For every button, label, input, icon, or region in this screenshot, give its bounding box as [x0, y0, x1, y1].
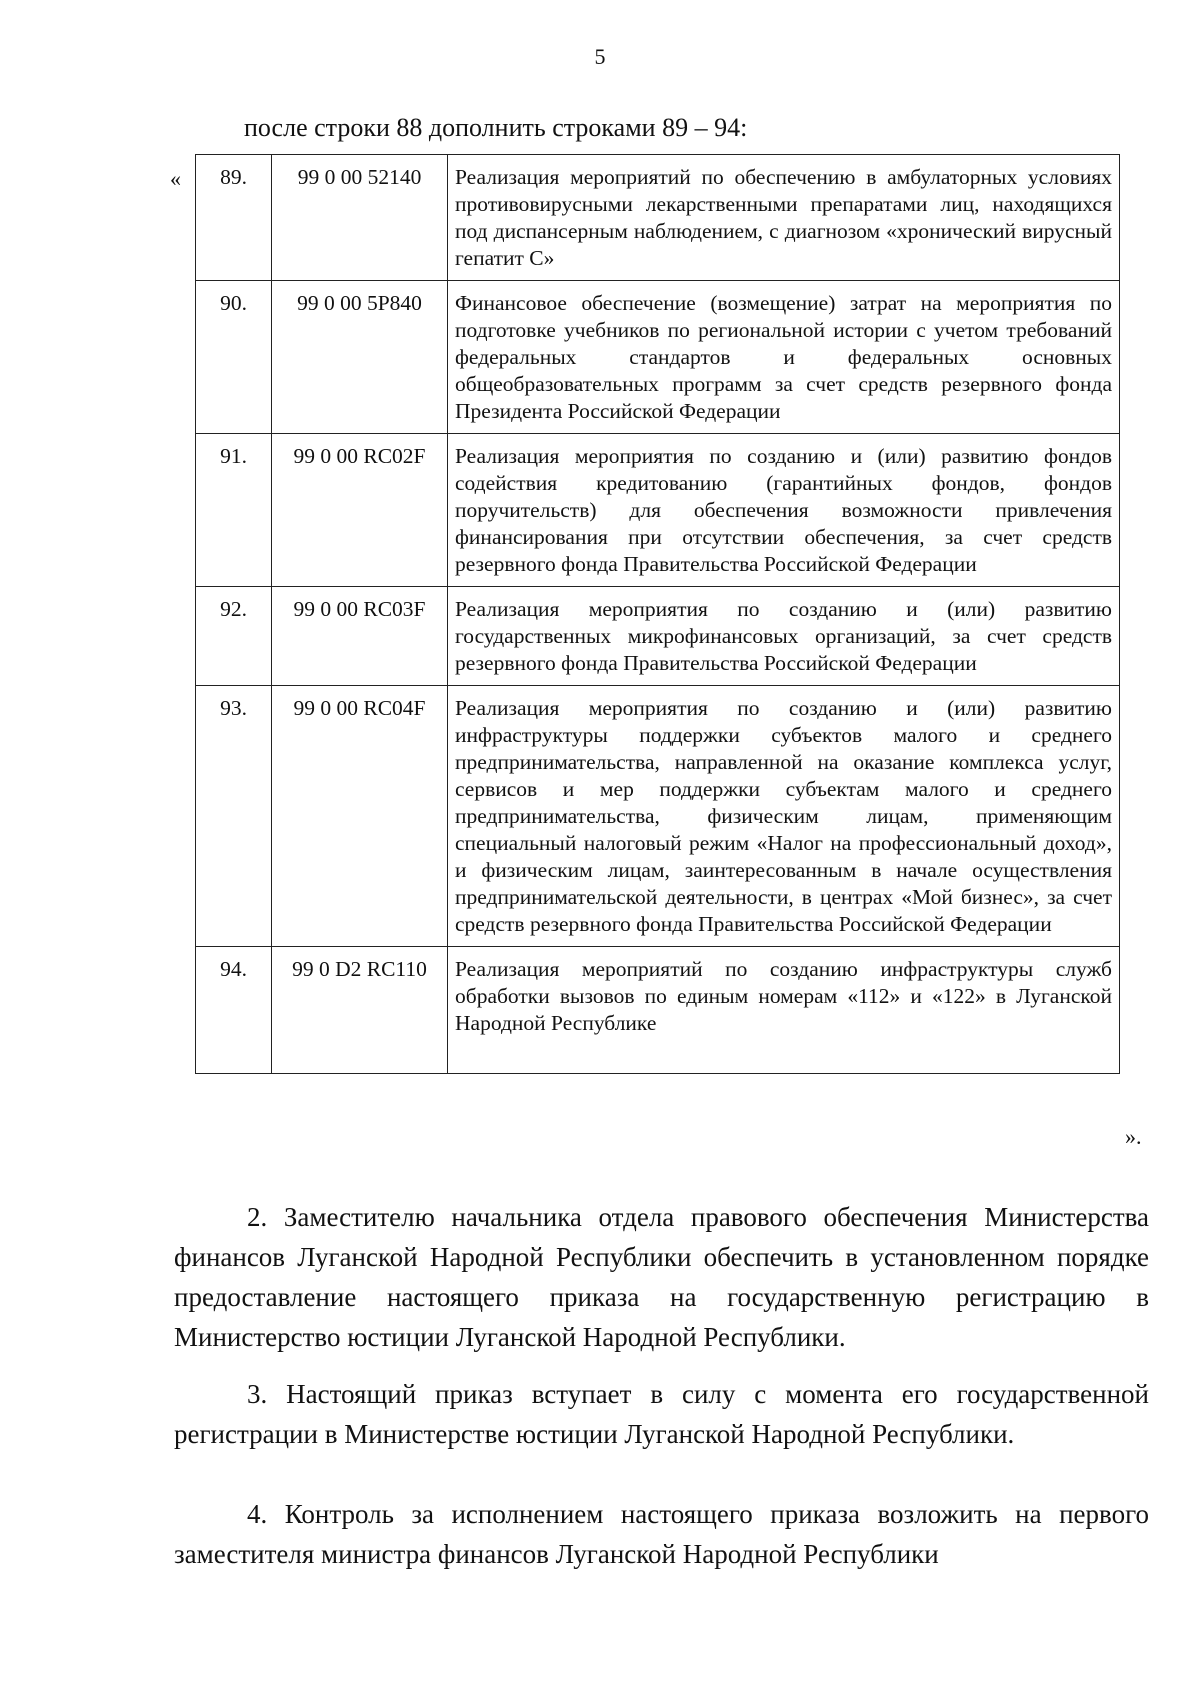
paragraph-2: 2. Заместителю начальника отдела правового обеспечения Министерства финансов Луганской Народной Республики обеспечить в установленном порядке предоставление настоящего приказа на государственную регистрацию в Министерство юстиции Луганской Народной Республики.: [174, 1202, 1149, 1352]
row-description: Финансовое обеспечение (возмещение) затрат на мероприятия по подготовке учебников по региональной истории с учетом требований федеральных стандартов и федеральных основных общеобразовательных программ за счет средств резервного фонда Президента Российской Федерации: [448, 281, 1120, 434]
table-row: [196, 587, 1120, 686]
row-number: 89.: [196, 155, 272, 281]
row-number: 93.: [196, 686, 272, 947]
row-number: 90.: [196, 281, 272, 434]
row-number: 91.: [196, 434, 272, 587]
row-code: 99 0 00 RC04F: [272, 686, 448, 947]
row-code: 99 0 00 RC02F: [272, 434, 448, 587]
budget-codes-table: [195, 154, 1120, 1074]
row-number: 92.: [196, 587, 272, 686]
row-number: 94.: [196, 947, 272, 1074]
table-row: [196, 434, 1120, 587]
row-description: Реализация мероприятия по созданию и (или) развитию фондов содействия кредитованию (гарантийных фондов, фондов поручительств) для обеспечения возможности привлечения финансирования при отсутствии обеспечения, за счет средств резервного фонда Правительства Российской Федерации: [448, 434, 1120, 587]
row-description: Реализация мероприятий по обеспечению в амбулаторных условиях противовирусными лекарственными препаратами лиц, находящихся под диспансерным наблюдением, с диагнозом «хронический вирусный гепатит С»: [448, 155, 1120, 281]
row-code: 99 0 00 52140: [272, 155, 448, 281]
closing-quote: ».: [1125, 1124, 1142, 1149]
intro-text: после строки 88 дополнить строками 89 – 94:: [244, 113, 748, 142]
opening-quote: «: [170, 166, 181, 191]
paragraph-4: 4. Контроль за исполнением настоящего приказа возложить на первого заместителя министра финансов Луганской Народной Республики: [174, 1499, 1149, 1569]
table-row: [196, 281, 1120, 434]
table-row: [196, 686, 1120, 947]
table-row: [196, 947, 1120, 1074]
row-description: Реализация мероприятий по созданию инфраструктуры служб обработки вызовов по единым номерам «112» и «122» в Луганской Народной Республике: [448, 947, 1120, 1074]
paragraph-3: 3. Настоящий приказ вступает в силу с момента его государственной регистрации в Министерстве юстиции Луганской Народной Республики.: [174, 1379, 1149, 1449]
row-code: 99 0 00 RC03F: [272, 587, 448, 686]
row-code: 99 0 D2 RC110: [272, 947, 448, 1074]
table-row: [196, 155, 1120, 281]
page-number: 5: [594, 44, 606, 69]
row-description: Реализация мероприятия по созданию и (или) развитию государственных микрофинансовых организаций, за счет средств резервного фонда Правительства Российской Федерации: [448, 587, 1120, 686]
row-description: Реализация мероприятия по созданию и (или) развитию инфраструктуры поддержки субъектов малого и среднего предпринимательства, направленной на оказание комплекса услуг, сервисов и мер поддержки субъектам малого и среднего предпринимательства, физическим лицам, применяющим специальный налоговый режим «Налог на профессиональный доход», и физическим лицам, заинтересованным в начале осуществления предпринимательской деятельности, в центрах «Мой бизнес», за счет средств резервного фонда Правительства Российской Федерации: [448, 686, 1120, 947]
row-code: 99 0 00 5Р840: [272, 281, 448, 434]
